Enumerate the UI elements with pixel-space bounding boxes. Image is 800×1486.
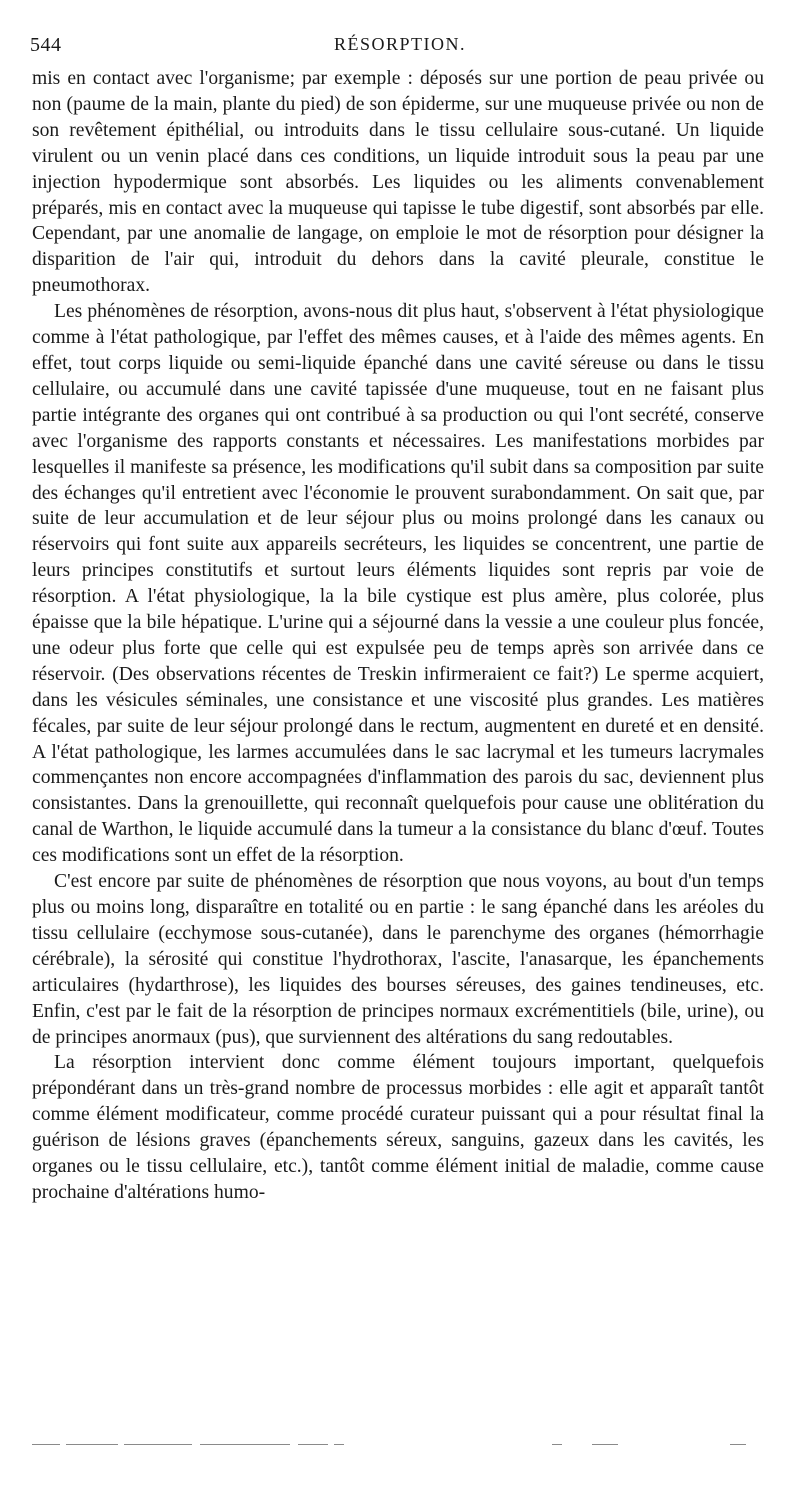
paragraph-4: La résorption intervient donc comme élément toujours important, quelquefois prépondérant dans un très-grand nombre de processus morbides : elle agit et apparaît tantôt comme élément modificateur, comme procédé curateur puissant qui a pour résultat final la guérison de lésions graves (épanchements séreux, sanguins, gazeux dans les cavités, les organes ou le tissu cellulaire, etc.), tantôt comme élément initial de maladie, comme cause prochaine d'altérations humo- (32, 1052, 764, 1203)
page-number: 544 (30, 34, 62, 56)
page-header (30, 34, 770, 58)
running-title: RÉSORPTION. (333, 34, 466, 54)
paragraph-1: mis en contact avec l'organisme; par exemple : déposés sur une portion de peau privée ou non (paume de la main, plante du pied) de son épiderme, sur une muqueuse privée ou non de son revêtement épithélial, ou introduits dans le tissu cellulaire sous-cutané. Un liquide virulent ou un venin placé dans ces conditions, un liquide introduit sous la peau par une injection hypodermique sont absorbés. Les liquides ou les aliments convenablement préparés, mis en contact avec la muqueuse qui tapisse le tube digestif, sont absorbés par elle. Cependant, par une anomalie de langage, on emploie le mot de résorption pour désigner la disparition de l'air qui, introduit du dehors dans la cavité pleurale, constitue le pneumothorax. (32, 68, 764, 297)
footer-print-marks (32, 1444, 772, 1446)
body-text (32, 66, 764, 1206)
paragraph-2: Les phénomènes de résorption, avons-nous dit plus haut, s'observent à l'état physiologique comme à l'état pathologique, par l'effet des mêmes causes, et à l'aide des mêmes agents. En effet, tout corps liquide ou semi-liquide épanché dans une cavité séreuse ou dans le tissu cellulaire, ou accumulé dans une cavité tapissée d'une muqueuse, tout en ne faisant plus partie intégrante des organes qui ont contribué à sa production ou qui l'ont secrété, conserve avec l'organisme des rapports constants et nécessaires. Les manifestations morbides par lesquelles il manifeste sa présence, les modifications qu'il subit dans sa composition par suite des échanges qu'il entretient avec l'économie le prouvent surabondamment. On sait que, par suite de leur accumulation et de leur séjour plus ou moins prolongé dans les canaux ou réservoirs qui font suite aux appareils secréteurs, les liquides se concentrent, une partie de leurs principes constitutifs et surtout leurs éléments liquides sont repris par voie de résorption. A l'état physiologique, la la bile cystique est plus amère, plus colorée, plus épaisse que la bile hépatique. L'urine qui a séjourné dans la vessie a une couleur plus foncée, une odeur plus forte que celle qui est expulsée peu de temps après son arrivée dans ce réservoir. (Des observations récentes de Treskin infirmeraient ce fait?) Le sperme acquiert, dans les vésicules séminales, une consistance et une viscosité plus grandes. Les matières fécales, par suite de leur séjour prolongé dans le rectum, augmentent en dureté et en densité. A l'état pathologique, les larmes accumulées dans le sac lacrymal et les tumeurs lacrymales commençantes non encore accompagnées d'inflammation des parois du sac, deviennent plus consistantes. Dans la grenouillette, qui reconnaît quelquefois pour cause une oblitération du canal de Warthon, le liquide accumulé dans la tumeur a la consistance du blanc d'œuf. Toutes ces modifications sont un effet de la résorption. (32, 301, 764, 867)
paragraph-3: C'est encore par suite de phénomènes de résorption que nous voyons, au bout d'un temps plus ou moins long, disparaître en totalité ou en partie : le sang épanché dans les aréoles du tissu cellulaire (ecchymose sous-cutanée), dans le parenchyme des organes (hémorrhagie cérébrale), la sérosité qui constitue l'hydrothorax, l'ascite, l'anasarque, les épanchements articulaires (hydarthrose), les liquides des bourses séreuses, des gaines tendineuses, etc. Enfin, c'est par le fait de la résorption de principes normaux excrémentitiels (bile, urine), ou de principes anormaux (pus), que surviennent des altérations du sang redoutables. (32, 871, 764, 1048)
